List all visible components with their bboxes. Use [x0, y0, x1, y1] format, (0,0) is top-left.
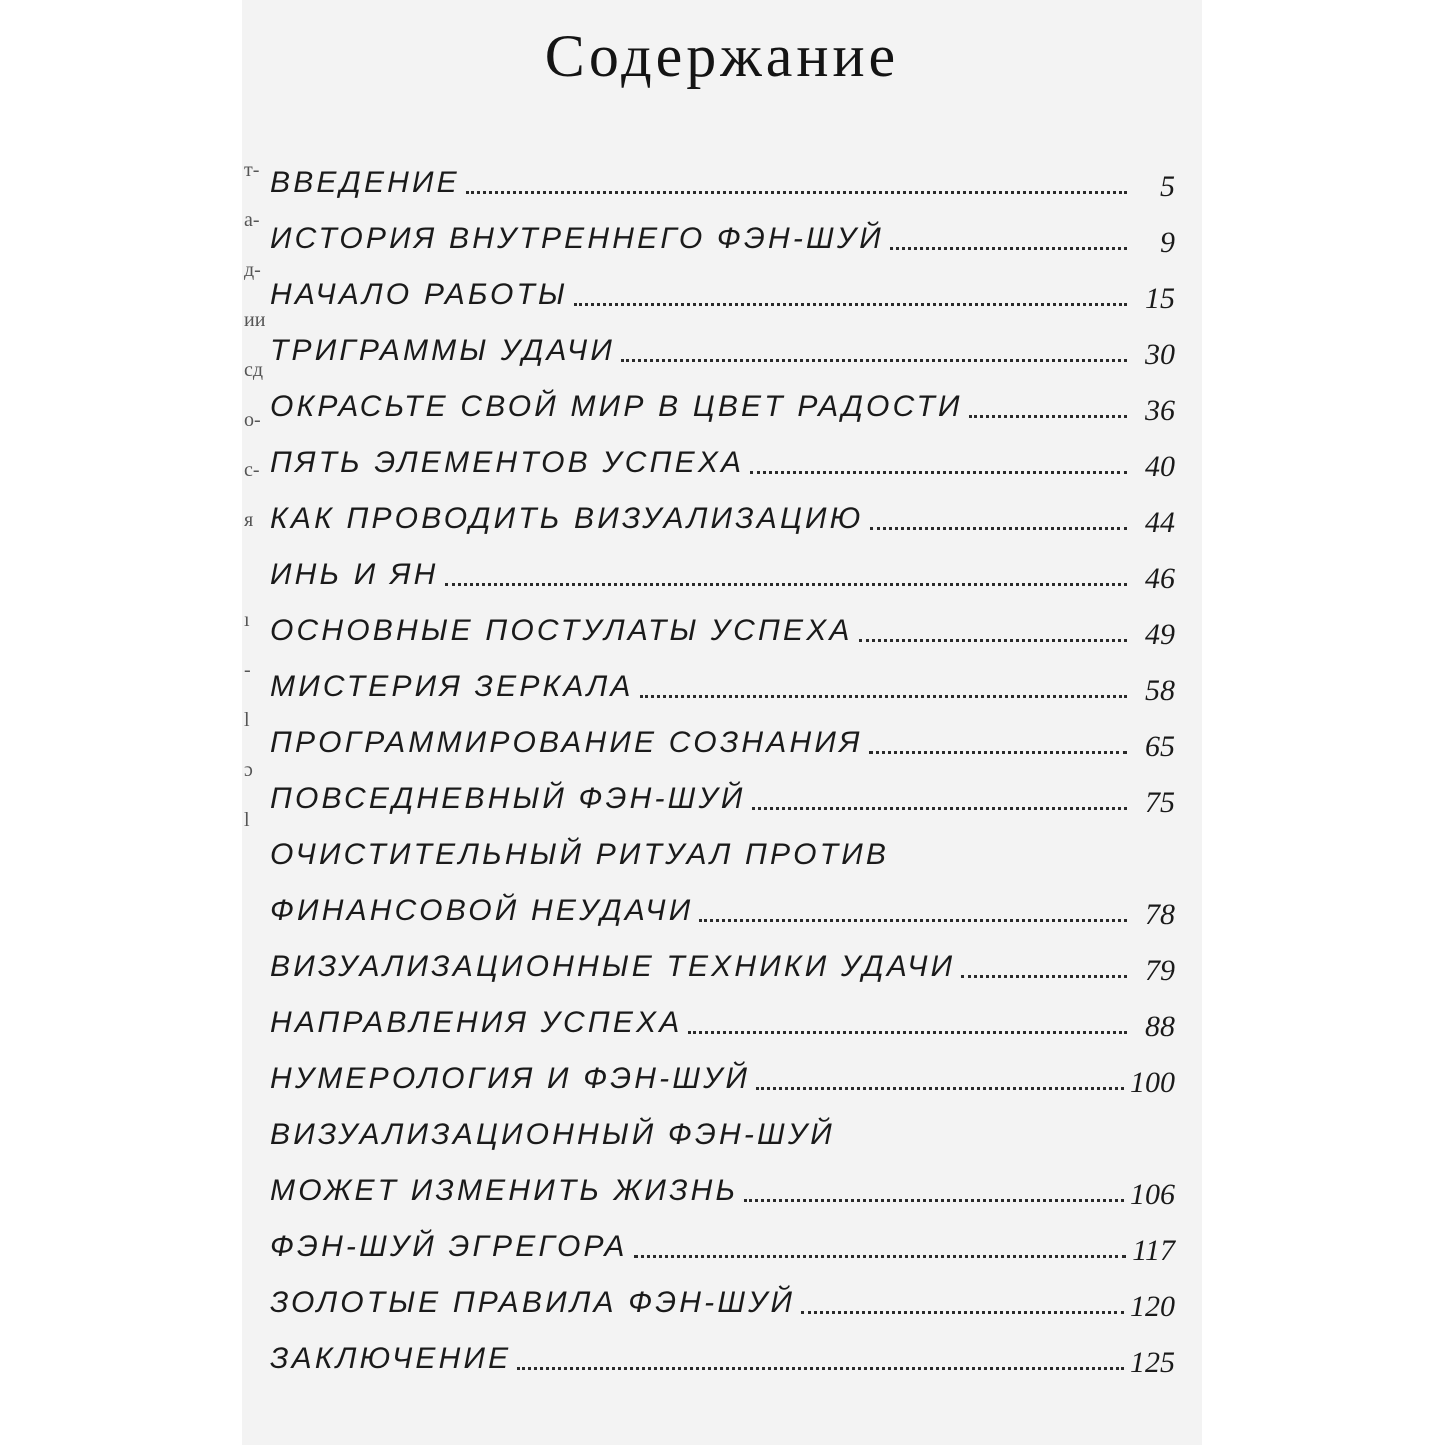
- toc-entry: [270, 1214, 1175, 1270]
- toc-entry: [270, 150, 1175, 206]
- toc-entry-title: ОКРАСЬТЕ СВОЙ МИР В ЦВЕТ РАДОСТИ: [270, 390, 963, 423]
- toc-entry-title: ВИЗУАЛИЗАЦИОННЫЙ ФЭН-ШУЙ: [270, 1118, 835, 1151]
- toc-entry: [270, 1046, 1175, 1102]
- toc-entry: [270, 598, 1175, 654]
- dot-leader: [634, 1255, 1127, 1258]
- dot-leader: [869, 751, 1127, 754]
- bleed-glyph: д-: [244, 259, 261, 281]
- dot-leader: [969, 415, 1127, 418]
- toc-entry: [270, 262, 1175, 318]
- toc-page-number: 78: [1145, 898, 1175, 931]
- toc-entry: [270, 318, 1175, 374]
- toc-page-number: 5: [1160, 170, 1175, 203]
- toc-entry-title: ТРИГРАММЫ УДАЧИ: [270, 334, 615, 367]
- dot-leader: [517, 1367, 1124, 1370]
- dot-leader: [621, 359, 1127, 362]
- toc-page-number: 44: [1145, 506, 1175, 539]
- toc-page-number: 65: [1145, 730, 1175, 763]
- toc-page-number: 30: [1145, 338, 1175, 371]
- toc-entry-title: ФЭН-ШУЙ ЭГРЕГОРА: [270, 1230, 628, 1263]
- toc-page-number: 46: [1145, 562, 1175, 595]
- toc-page-number: 75: [1145, 786, 1175, 819]
- toc-page-number: 49: [1145, 618, 1175, 651]
- toc-entry-title: ЗОЛОТЫЕ ПРАВИЛА ФЭН-ШУЙ: [270, 1286, 796, 1319]
- bleed-glyph: я: [244, 509, 254, 531]
- toc-entry: [270, 1158, 1175, 1214]
- bleed-glyph: о-: [244, 409, 261, 431]
- bleed-glyph: ɔ: [244, 759, 253, 781]
- toc-entry-title: ФИНАНСОВОЙ НЕУДАЧИ: [270, 894, 694, 927]
- toc-entry: [270, 542, 1175, 598]
- toc-entry-title: МОЖЕТ ИЗМЕНИТЬ ЖИЗНЬ: [270, 1174, 739, 1207]
- dot-leader: [750, 471, 1127, 474]
- bleed-glyph: l: [244, 709, 250, 731]
- toc-entry: [270, 654, 1175, 710]
- toc-page-number: 40: [1145, 450, 1175, 483]
- toc-page-number: 15: [1145, 282, 1175, 315]
- bleed-glyph: сд: [244, 359, 264, 381]
- dot-leader: [756, 1087, 1124, 1090]
- bleed-glyph: l: [244, 809, 250, 831]
- toc-entry-title: ПРОГРАММИРОВАНИЕ СОЗНАНИЯ: [270, 726, 863, 759]
- dot-leader: [752, 807, 1127, 810]
- toc-entry-title: ВВЕДЕНИЕ: [270, 166, 460, 199]
- toc-entry-title: ОСНОВНЫЕ ПОСТУЛАТЫ УСПЕХА: [270, 614, 853, 647]
- toc-entry: [270, 1326, 1175, 1382]
- toc-page-number: 100: [1130, 1066, 1175, 1099]
- table-of-contents: [270, 150, 1175, 1382]
- toc-entry: [270, 206, 1175, 262]
- toc-page-number: 88: [1145, 1010, 1175, 1043]
- dot-leader: [890, 247, 1127, 250]
- bleed-glyph: ı: [244, 609, 250, 631]
- toc-entry: [270, 878, 1175, 934]
- dot-leader: [445, 583, 1128, 586]
- facing-page-bleed: [242, 160, 264, 860]
- toc-entry-title: МИСТЕРИЯ ЗЕРКАЛА: [270, 670, 634, 703]
- toc-entry: [270, 710, 1175, 766]
- toc-entry-title: ИНЬ И ЯН: [270, 558, 439, 591]
- toc-entry: [270, 374, 1175, 430]
- dot-leader: [744, 1199, 1124, 1202]
- dot-leader: [574, 303, 1127, 306]
- toc-page-number: 117: [1132, 1234, 1175, 1267]
- bleed-glyph: т-: [244, 159, 260, 181]
- toc-entry: [270, 486, 1175, 542]
- dot-leader: [801, 1311, 1124, 1314]
- toc-entry: [270, 934, 1175, 990]
- toc-entry: [270, 822, 1175, 878]
- bleed-glyph: -: [244, 659, 251, 681]
- toc-entry-title: НУМЕРОЛОГИЯ И ФЭН-ШУЙ: [270, 1062, 751, 1095]
- dot-leader: [688, 1031, 1127, 1034]
- toc-page-number: 125: [1130, 1346, 1175, 1379]
- toc-entry-title: НАЧАЛО РАБОТЫ: [270, 278, 568, 311]
- toc-entry-title: ИСТОРИЯ ВНУТРЕННЕГО ФЭН-ШУЙ: [270, 222, 884, 255]
- dot-leader: [859, 639, 1127, 642]
- dot-leader: [466, 191, 1127, 194]
- bleed-glyph: а-: [244, 209, 260, 231]
- toc-page-number: 58: [1145, 674, 1175, 707]
- page-title: Содержание: [544, 23, 900, 89]
- toc-entry-title: НАПРАВЛЕНИЯ УСПЕХА: [270, 1006, 683, 1039]
- toc-entry: [270, 990, 1175, 1046]
- toc-entry: [270, 1102, 1175, 1158]
- toc-page-number: 106: [1130, 1178, 1175, 1211]
- toc-page-number: 36: [1145, 394, 1175, 427]
- toc-entry: [270, 766, 1175, 822]
- toc-page-number: 9: [1160, 226, 1175, 259]
- dot-leader: [870, 527, 1127, 530]
- toc-entry: [270, 1270, 1175, 1326]
- toc-entry-title: ОЧИСТИТЕЛЬНЫЙ РИТУАЛ ПРОТИВ: [270, 838, 890, 871]
- toc-entry-title: ВИЗУАЛИЗАЦИОННЫЕ ТЕХНИКИ УДАЧИ: [270, 950, 956, 983]
- bleed-glyph: с-: [244, 459, 260, 481]
- toc-entry: [270, 430, 1175, 486]
- dot-leader: [699, 919, 1127, 922]
- toc-entry-title: ЗАКЛЮЧЕНИЕ: [270, 1342, 512, 1375]
- toc-entry-title: КАК ПРОВОДИТЬ ВИЗУАЛИЗАЦИЮ: [270, 502, 864, 535]
- dot-leader: [961, 975, 1127, 978]
- dot-leader: [640, 695, 1127, 698]
- toc-entry-title: ПОВСЕДНЕВНЫЙ ФЭН-ШУЙ: [270, 782, 746, 815]
- toc-page-number: 79: [1145, 954, 1175, 987]
- toc-page-number: 120: [1130, 1290, 1175, 1323]
- toc-entry-title: ПЯТЬ ЭЛЕМЕНТОВ УСПЕХА: [270, 446, 745, 479]
- bleed-glyph: ии: [244, 309, 266, 331]
